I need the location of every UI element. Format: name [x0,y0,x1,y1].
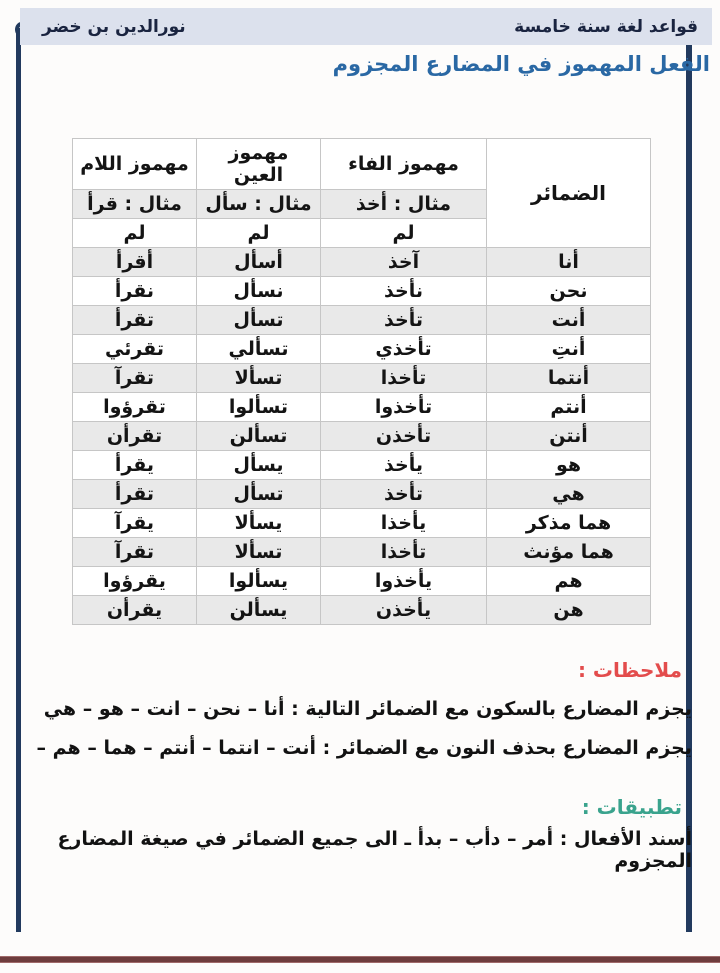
verb-cell: يسألن [197,596,321,625]
applications-heading: تطبيقات : [581,795,682,819]
table-row [73,480,651,509]
table-row [73,567,651,596]
table-row [73,306,651,335]
verb-cell: أقرأ [73,248,197,277]
verb-cell: نقرأ [73,277,197,306]
table-row [73,335,651,364]
pronoun-cell: أنتم [487,393,651,422]
particle-cell: لم [197,219,321,248]
pronouns-header-cell: الضمائر [487,139,651,248]
pronoun-cell: هن [487,596,651,625]
verb-cell: يأخذا [321,509,487,538]
table-row [73,538,651,567]
pronoun-cell: أنتن [487,422,651,451]
verb-cell: تسألا [197,538,321,567]
verb-cell: تسألا [197,364,321,393]
header-bar [20,8,712,45]
verb-cell: تقرأن [73,422,197,451]
notes-body [30,690,692,768]
verb-cell: تأخذ [321,480,487,509]
pronoun-cell: هما مؤنث [487,538,651,567]
verb-cell: أسأل [197,248,321,277]
bottom-divider [0,956,720,963]
verb-cell: تأخذ [321,306,487,335]
header-author-label: نورالدين بن خضر [42,16,186,37]
note-line: يجزم المضارع بحذف النون مع الضمائر : أنت – انتما – أنتم – هما – هم – [36,737,692,759]
verb-cell: يسأل [197,451,321,480]
group-header-ain: مهموز العين [197,139,321,190]
pronoun-cell: نحن [487,277,651,306]
verb-cell: يسألوا [197,567,321,596]
table-header-row [73,139,651,190]
particle-cell: لم [73,219,197,248]
verb-cell: آخذ [321,248,487,277]
group-header-faa: مهموز الفاء [321,139,487,190]
verb-cell: تأخذي [321,335,487,364]
pronoun-cell: هي [487,480,651,509]
verb-cell: نسأل [197,277,321,306]
example-cell: مثال : قرأ [73,190,197,219]
verb-cell: تقرئي [73,335,197,364]
verb-cell: تسألوا [197,393,321,422]
verb-cell: يسألا [197,509,321,538]
table-row [73,596,651,625]
verb-cell: تقرأ [73,480,197,509]
table-row [73,248,651,277]
verb-cell: تقرآ [73,364,197,393]
verb-cell: تقرآ [73,538,197,567]
pronoun-cell: أنت [487,306,651,335]
pronoun-cell: أنتِ [487,335,651,364]
example-cell: مثال : سأل [197,190,321,219]
verb-cell: تقرؤوا [73,393,197,422]
verb-cell: تسأل [197,306,321,335]
group-header-lam: مهموز اللام [73,139,197,190]
verb-cell: يأخذن [321,596,487,625]
verb-cell: تأخذا [321,538,487,567]
table-row [73,422,651,451]
verb-cell: يأخذوا [321,567,487,596]
example-cell: مثال : أخذ [321,190,487,219]
pronoun-cell: أنتما [487,364,651,393]
note-line: يجزم المضارع بالسكون مع الضمائر التالية : أنا – نحن – انت – هو – هي [43,698,692,720]
page-title: الفعل المهموز في المضارع المجزوم [332,52,710,76]
verb-cell: تسألن [197,422,321,451]
verb-cell: تأخذن [321,422,487,451]
pronoun-cell: هما مذكر [487,509,651,538]
verb-cell: يقرآ [73,509,197,538]
conjugation-table [72,138,651,625]
verb-cell: نأخذ [321,277,487,306]
pronoun-cell: أنا [487,248,651,277]
verb-cell: يقرأن [73,596,197,625]
verb-cell: تسأل [197,480,321,509]
verb-cell: يقرأ [73,451,197,480]
header-subject-label: قواعد لغة سنة خامسة [514,16,698,37]
verb-cell: يأخذ [321,451,487,480]
table-row [73,277,651,306]
particle-cell: لم [321,219,487,248]
verb-cell: تأخذا [321,364,487,393]
table-row [73,509,651,538]
pronoun-cell: هم [487,567,651,596]
applications-body: أسند الأفعال : أمر – دأب – بدأ ـ الى جميع الضمائر في صيغة المضارع المجزوم [57,828,692,872]
pronoun-cell: هو [487,451,651,480]
verb-cell: يقرؤوا [73,567,197,596]
verb-cell: تسألي [197,335,321,364]
table-row [73,451,651,480]
notes-heading: ملاحظات : [577,658,682,682]
verb-cell: تأخذوا [321,393,487,422]
table-row [73,364,651,393]
table-row [73,393,651,422]
verb-cell: تقرأ [73,306,197,335]
